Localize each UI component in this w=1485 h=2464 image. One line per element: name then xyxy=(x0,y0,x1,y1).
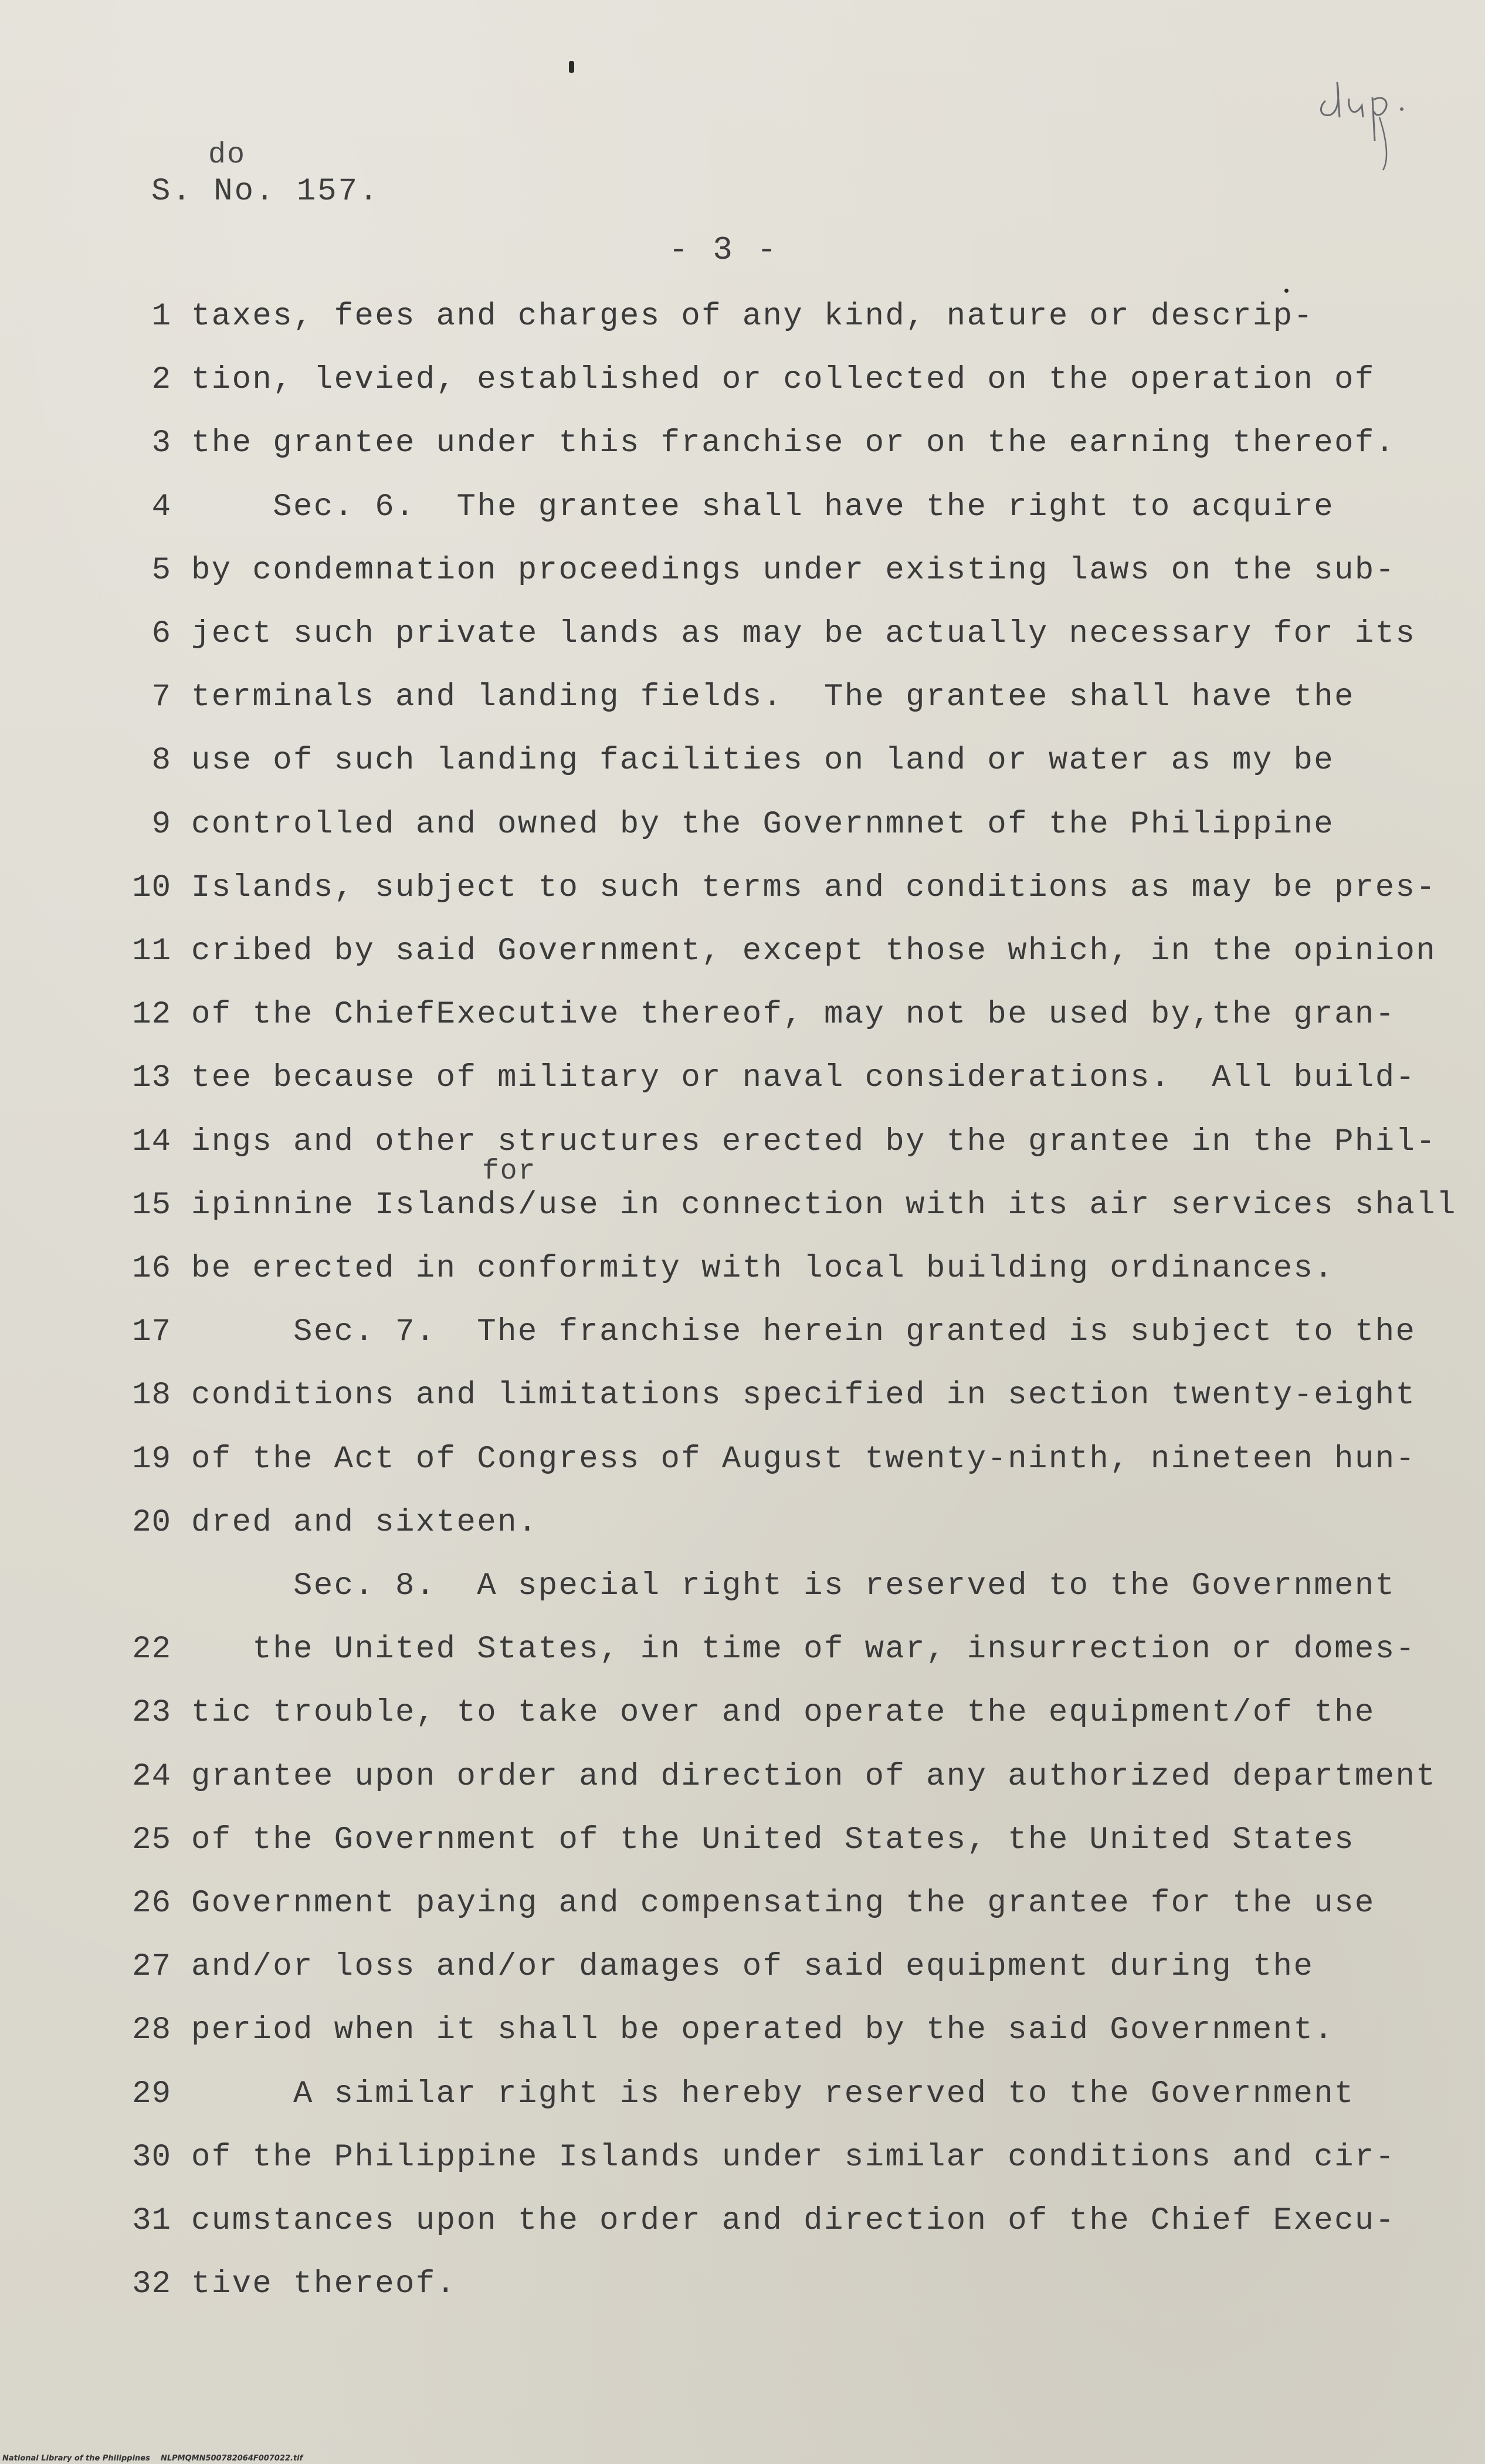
text-line xyxy=(0,360,1485,401)
line-text: use of such landing facilities on land or water as my be xyxy=(191,743,1335,779)
text-line xyxy=(0,1058,1485,1099)
line-number: 26 xyxy=(132,1886,171,1921)
text-line xyxy=(0,1629,1485,1670)
line-number: 1 xyxy=(151,299,171,334)
text-line xyxy=(0,487,1485,528)
text-line xyxy=(0,931,1485,972)
line-number: 14 xyxy=(132,1124,171,1160)
line-number: 27 xyxy=(132,1949,171,1985)
line-text: Islands, subject to such terms and conditions as may be pres- xyxy=(191,870,1437,906)
interlinear-insertion: for xyxy=(482,1156,537,1187)
text-line xyxy=(0,423,1485,464)
line-text: Sec. 7. The franchise herein granted is subject to the xyxy=(191,1314,1416,1350)
text-line xyxy=(0,614,1485,655)
line-number: 31 xyxy=(132,2203,171,2239)
footer-library: National Library of the Philippines xyxy=(2,2454,150,2463)
line-number: 5 xyxy=(151,553,171,588)
header-do-mark: do xyxy=(208,138,246,172)
line-text: A similar right is hereby reserved to the Government xyxy=(191,2076,1355,2112)
text-line xyxy=(0,1185,1485,1226)
line-number: 20 xyxy=(132,1505,171,1541)
line-text: controlled and owned by the Governmnet of the Philippine xyxy=(191,807,1335,842)
line-text: by condemnation proceedings under existing laws on the sub- xyxy=(191,553,1396,588)
text-line xyxy=(0,1312,1485,1353)
line-number: 32 xyxy=(132,2266,171,2302)
line-text: ipinnine Islands/use in connection with its air services shall xyxy=(191,1187,1457,1223)
line-text: of the Philippine Islands under similar conditions and cir- xyxy=(191,2140,1396,2175)
text-line xyxy=(0,1756,1485,1798)
line-text: of the Government of the United States, the United States xyxy=(191,1822,1355,1858)
line-number: 16 xyxy=(132,1251,171,1287)
text-line xyxy=(0,868,1485,909)
handwriting-stroke xyxy=(1349,99,1363,117)
text-line xyxy=(0,804,1485,845)
line-number: 24 xyxy=(132,1759,171,1795)
line-number: 11 xyxy=(132,933,171,969)
page-number: - 3 - xyxy=(669,231,779,269)
text-line xyxy=(0,1947,1485,1988)
text-line xyxy=(0,296,1485,337)
line-text: the United States, in time of war, insurrection or domes- xyxy=(191,1632,1416,1667)
footer-source xyxy=(2,2454,303,2463)
line-text: period when it shall be operated by the said Government. xyxy=(191,2012,1335,2048)
text-line xyxy=(0,2010,1485,2051)
text-line xyxy=(0,2137,1485,2178)
text-line xyxy=(0,1122,1485,1163)
text-line xyxy=(0,1248,1485,1289)
line-text: the grantee under this franchise or on the earning thereof. xyxy=(191,425,1396,461)
line-text: terminals and landing fields. The grantee shall have the xyxy=(191,679,1355,715)
line-text: Sec. 8. A special right is reserved to the Government xyxy=(191,1568,1396,1604)
line-number: 29 xyxy=(132,2076,171,2112)
text-line xyxy=(0,2201,1485,2242)
handwriting-dot xyxy=(1400,107,1403,111)
ink-speck xyxy=(569,61,574,73)
line-number: 22 xyxy=(132,1632,171,1667)
line-number: 13 xyxy=(132,1060,171,1096)
line-number: 30 xyxy=(132,2140,171,2175)
line-text: grantee upon order and direction of any authorized department xyxy=(191,1759,1437,1795)
text-line xyxy=(0,1883,1485,1924)
line-text: of the Act of Congress of August twenty-ninth, nineteen hun- xyxy=(191,1441,1416,1477)
text-line xyxy=(0,740,1485,781)
line-text: tic trouble, to take over and operate the equipment/of the xyxy=(191,1695,1375,1731)
handwriting-stroke xyxy=(1321,82,1340,117)
text-line xyxy=(0,994,1485,1035)
text-line xyxy=(0,677,1485,718)
text-line xyxy=(0,1502,1485,1544)
line-text: of the ChiefExecutive thereof, may not be used by,the gran- xyxy=(191,997,1396,1033)
text-line xyxy=(0,1566,1485,1607)
line-number: 3 xyxy=(151,425,171,461)
line-number: 12 xyxy=(132,997,171,1033)
line-text: ject such private lands as may be actually necessary for its xyxy=(191,616,1416,652)
line-number: 23 xyxy=(132,1695,171,1731)
line-text: taxes, fees and charges of any kind, nature or descrip- xyxy=(191,299,1314,334)
line-number: 9 xyxy=(151,807,171,842)
footer-file-id: NLPMQMN500782064F007022.tif xyxy=(160,2454,303,2463)
line-text: ings and other structures erected by the grantee in the Phil- xyxy=(191,1124,1437,1160)
text-line xyxy=(0,2074,1485,2115)
line-text: and/or loss and/or damages of said equipment during the xyxy=(191,1949,1314,1985)
handwritten-annotation xyxy=(1314,70,1419,182)
line-text: cribed by said Government, except those which, in the opinion xyxy=(191,933,1437,969)
line-text: tive thereof. xyxy=(191,2266,457,2302)
text-line xyxy=(0,1820,1485,1861)
line-text: Sec. 6. The grantee shall have the right to acquire xyxy=(191,489,1335,525)
line-number: 6 xyxy=(151,616,171,652)
line-text: tee because of military or naval considerations. All build- xyxy=(191,1060,1416,1096)
text-line xyxy=(0,1439,1485,1480)
handwriting-stroke xyxy=(1379,117,1386,170)
line-number: 17 xyxy=(132,1314,171,1350)
line-text: dred and sixteen. xyxy=(191,1505,538,1541)
line-number: 4 xyxy=(151,489,171,525)
line-text: cumstances upon the order and direction of the Chief Execu- xyxy=(191,2203,1396,2239)
line-text: Government paying and compensating the grantee for the use xyxy=(191,1886,1375,1921)
text-line xyxy=(0,1693,1485,1734)
line-text: be erected in conformity with local building ordinances. xyxy=(191,1251,1335,1287)
line-text: conditions and limitations specified in section twenty-eight xyxy=(191,1377,1416,1413)
text-line xyxy=(0,1375,1485,1416)
line-number: 19 xyxy=(132,1441,171,1477)
line-number: 7 xyxy=(151,679,171,715)
line-number: 25 xyxy=(132,1822,171,1858)
line-text: tion, levied, established or collected on the operation of xyxy=(191,362,1375,398)
ink-speck xyxy=(1284,289,1289,293)
line-number: 10 xyxy=(132,870,171,906)
line-number: 28 xyxy=(132,2012,171,2048)
line-number: 18 xyxy=(132,1377,171,1413)
bill-number: S. No. 157. xyxy=(151,174,380,209)
text-line xyxy=(0,550,1485,591)
line-number: 2 xyxy=(151,362,171,398)
text-line xyxy=(0,2264,1485,2305)
line-number: 15 xyxy=(132,1187,171,1223)
line-number: 8 xyxy=(151,743,171,779)
